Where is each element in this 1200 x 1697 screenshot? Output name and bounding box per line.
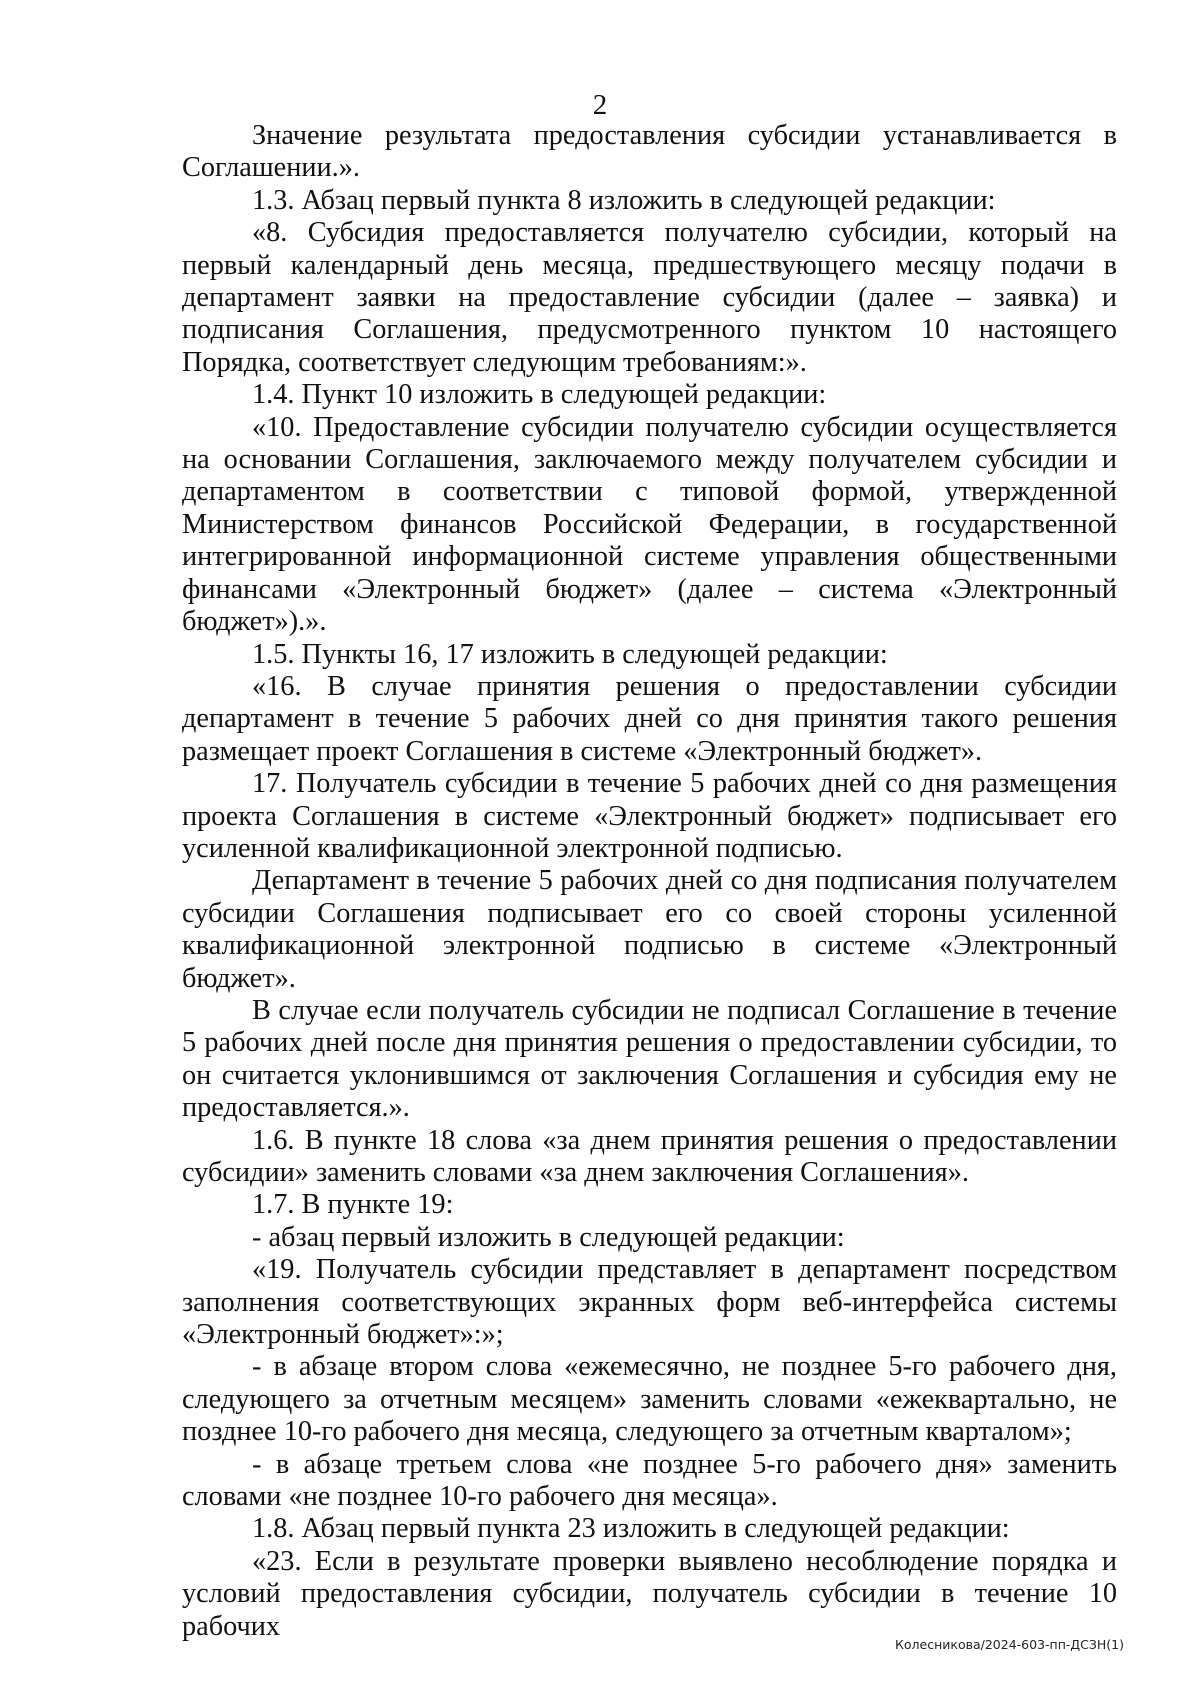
paragraph: «8. Субсидия предоставляется получателю субсидии, который на первый календарный день месяца, предшествующего месяцу подачи в департамент заявки на предоставление субсидии (далее – заявка) и подписания Соглашения, предусмотренного пунктом 10 настоящего Порядка, соответствует следующим требованиям:». bbox=[182, 217, 1117, 378]
paragraph: 1.8. Абзац первый пункта 23 изложить в следующей редакции: bbox=[252, 1513, 1010, 1545]
paragraph: 1.6. В пункте 18 слова «за днем принятия решения о предоставлении субсидии» заменить словами «за днем заключения Соглашения». bbox=[182, 1124, 1117, 1188]
document-footer-code: Колесникова/2024-603-пп-ДСЗН(1) bbox=[895, 1637, 1124, 1652]
page-number: 2 bbox=[592, 89, 608, 121]
paragraph: 1.5. Пункты 16, 17 изложить в следующей редакции: bbox=[252, 638, 888, 670]
paragraph: - в абзаце третьем слова «не позднее 5-го рабочего дня» заменить словами «не позднее 10-го рабочего дня месяца». bbox=[182, 1448, 1117, 1513]
paragraph: В случае если получатель субсидии не подписал Соглашение в течение 5 рабочих дней после дня принятия решения о предоставлении субсидии, то он считается уклонившимся от заключения Соглашения и субсидия ему не предоставляется.». bbox=[182, 994, 1117, 1124]
paragraph: «10. Предоставление субсидии получателю субсидии осуществляется на основании Соглашения, заключаемого между получателем субсидии и департаментом в соответствии с типовой формой, утвержденной Министерством финансов Российской Федерации, в государственной интегрированной информационной системе управления общественными финансами «Электронный бюджет» (далее – система «Электронный бюджет»).». bbox=[182, 411, 1117, 638]
paragraph: «23. Если в результате проверки выявлено несоблюдение порядка и условий предоставления субсидии, получатель субсидии в течение 10 рабочих bbox=[182, 1545, 1117, 1642]
paragraph: «19. Получатель субсидии представляет в департамент посредством заполнения соответствующих экранных форм веб-интерфейса системы «Электронный бюджет»:»; bbox=[182, 1254, 1117, 1351]
paragraph: Департамент в течение 5 рабочих дней со дня подписания получателем субсидии Соглашения подписывает его со своей стороны усиленной квалификационной электронной подписью в системе «Электронный бюджет». bbox=[182, 865, 1117, 994]
paragraph: 1.3. Абзац первый пункта 8 изложить в следующей редакции: bbox=[252, 184, 996, 216]
paragraph: 1.7. В пункте 19: bbox=[252, 1189, 454, 1221]
paragraph: Значение результата предоставления субсидии устанавливается в Соглашении.». bbox=[182, 120, 1117, 184]
document-body bbox=[182, 120, 1117, 1643]
paragraph: «16. В случае принятия решения о предоставлении субсидии департамент в течение 5 рабочих дней со дня принятия такого решения размещает проект Соглашения в системе «Электронный бюджет». bbox=[182, 670, 1117, 767]
paragraph: - абзац первый изложить в следующей редакции: bbox=[252, 1221, 845, 1253]
paragraph: - в абзаце втором слова «ежемесячно, не позднее 5-го рабочего дня, следующего за отчетным месяцем» заменить словами «ежеквартально, не позднее 10-го рабочего дня месяца, следующего за отчетным кварталом»; bbox=[182, 1351, 1117, 1448]
paragraph: 1.4. Пункт 10 изложить в следующей редакции: bbox=[252, 379, 827, 411]
paragraph: 17. Получатель субсидии в течение 5 рабочих дней со дня размещения проекта Соглашения в системе «Электронный бюджет» подписывает его усиленной квалификационной электронной подписью. bbox=[182, 768, 1117, 864]
